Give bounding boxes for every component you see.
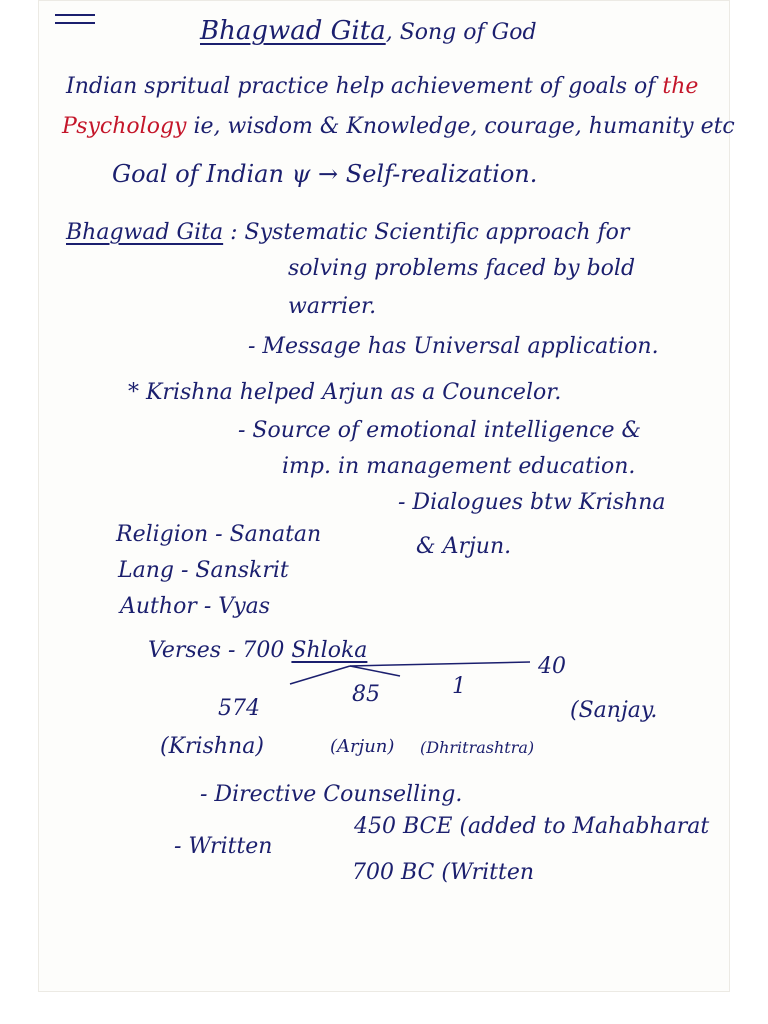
- speaker-dhritrashtra: (Dhritrashtra): [420, 738, 535, 757]
- religion-line: Religion - Sanatan: [116, 522, 322, 547]
- note-line-1: [66, 76, 698, 98]
- dialogues-line-2: & Arjun.: [416, 534, 512, 559]
- bg-def-line-2: solving problems faced by bold: [288, 256, 636, 281]
- author-line: Author - Vyas: [120, 594, 271, 619]
- bg-definition: [66, 222, 629, 244]
- title: Bhagwad Gita: [200, 16, 386, 46]
- note-text-red: Psychology: [62, 114, 187, 139]
- dialogues-line-1: - Dialogues btw Krishna: [398, 490, 666, 515]
- written-line-2: 700 BC (Written: [352, 860, 535, 885]
- note-line-2: [62, 116, 735, 138]
- count-arjun: 85: [352, 682, 380, 707]
- verse-split-lines: [280, 654, 580, 698]
- margin-dash: [55, 14, 95, 16]
- note-text: Indian spritual practice help achievement of goals of: [66, 74, 656, 99]
- title-rest: , Song of God: [385, 20, 537, 45]
- count-dhritrashtra: 1: [452, 674, 466, 699]
- source-line-1: - Source of emotional intelligence &: [238, 418, 642, 443]
- title-line: [200, 18, 537, 44]
- speaker-sanjay: (Sanjay.: [570, 698, 658, 723]
- source-line-2: imp. in management education.: [282, 454, 636, 479]
- bg-def-text: : Systematic Scientific approach for: [230, 220, 630, 245]
- bg-label: Bhagwad Gita: [66, 220, 224, 245]
- message-line: - Message has Universal application.: [248, 334, 659, 359]
- bg-def-line-3: warrier.: [288, 294, 377, 319]
- speaker-krishna: (Krishna): [160, 734, 264, 759]
- margin-dash: [55, 22, 95, 24]
- count-krishna: 574: [218, 696, 260, 721]
- krishna-line: * Krishna helped Arjun as a Councelor.: [128, 380, 562, 405]
- count-sanjay: 40: [538, 654, 566, 679]
- speaker-arjun: (Arjun): [330, 736, 395, 757]
- note-line-3: Goal of Indian ψ → Self-realization.: [112, 160, 538, 188]
- lang-line: Lang - Sanskrit: [118, 558, 289, 583]
- shloka-label: Shloka: [291, 638, 368, 663]
- note-text-red: the: [662, 74, 699, 99]
- directive-line: - Directive Counselling.: [200, 782, 463, 807]
- verses-label: Verses - 700: [148, 638, 285, 663]
- written-label: - Written: [174, 834, 273, 859]
- note-text: ie, wisdom & Knowledge, courage, humanity etc: [193, 114, 735, 139]
- written-line-1: 450 BCE (added to Mahabharat: [354, 814, 710, 839]
